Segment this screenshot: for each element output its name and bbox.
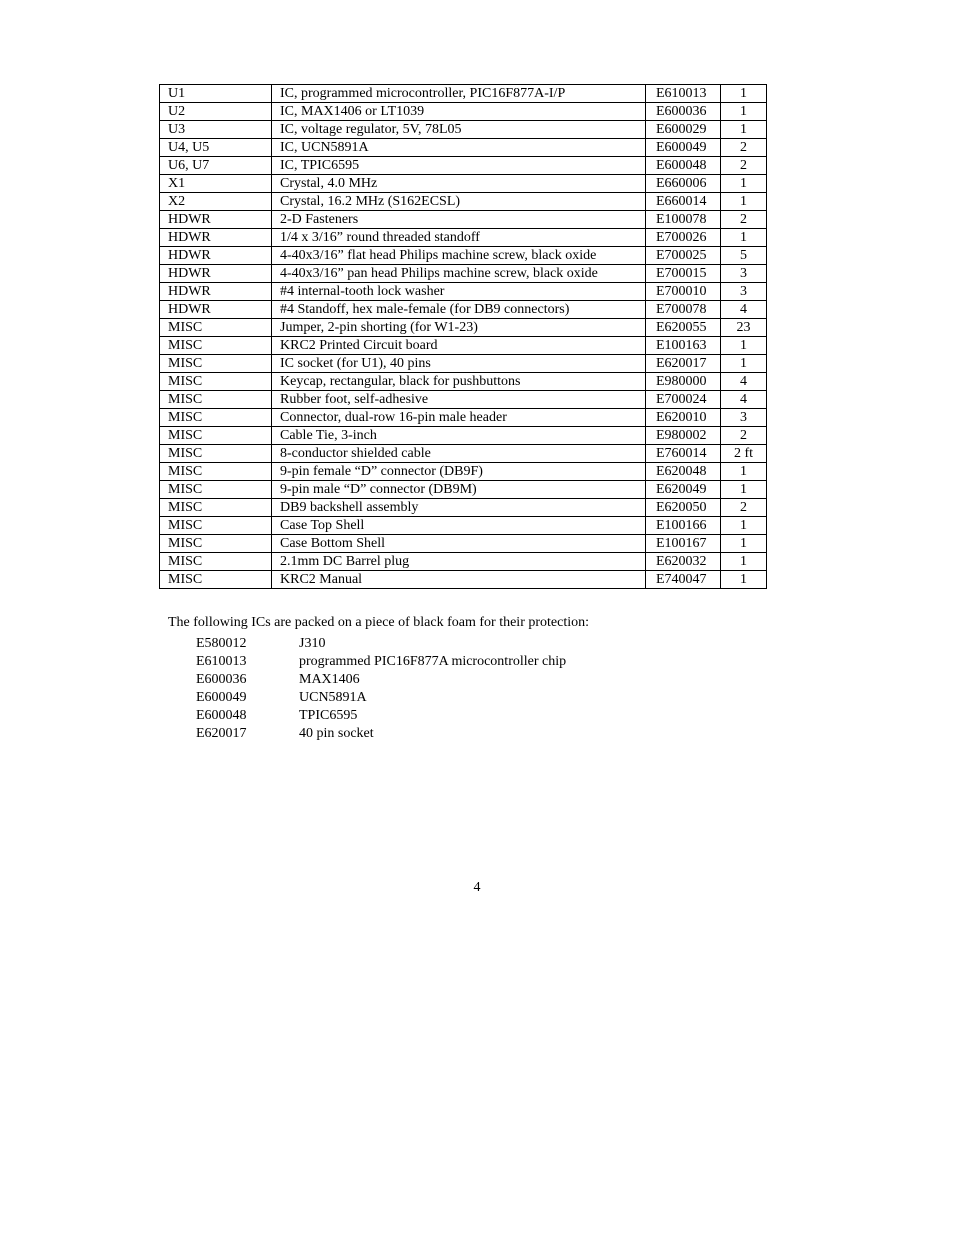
description-cell: IC, TPIC6595 [272,157,646,175]
quantity-cell: 5 [721,247,767,265]
part-number-cell: E660014 [646,193,721,211]
description-cell: DB9 backshell assembly [272,499,646,517]
part-number-cell: E620048 [646,463,721,481]
reference-cell: MISC [160,499,272,517]
part-number-cell: E740047 [646,571,721,589]
description-cell: KRC2 Manual [272,571,646,589]
table-row [160,373,767,391]
quantity-cell: 2 [721,157,767,175]
list-item [196,689,566,707]
foam-note: The following ICs are packed on a piece of black foam for their protection: [168,615,590,630]
reference-cell: HDWR [160,247,272,265]
reference-cell: X2 [160,193,272,211]
table-row [160,193,767,211]
quantity-cell: 1 [721,175,767,193]
part-number-cell: E700015 [646,265,721,283]
part-number-cell: E700026 [646,229,721,247]
table-row [160,445,767,463]
table-row [160,85,767,103]
list-item [196,725,566,743]
description-cell: Cable Tie, 3-inch [272,427,646,445]
list-item [196,635,566,653]
table-row [160,139,767,157]
reference-cell: MISC [160,517,272,535]
ic-part-number: E610013 [196,654,247,669]
part-number-cell: E100166 [646,517,721,535]
ic-name: programmed PIC16F877A microcontroller chip [299,654,567,669]
reference-cell: HDWR [160,229,272,247]
reference-cell: MISC [160,535,272,553]
quantity-cell: 1 [721,337,767,355]
part-number-cell: E100167 [646,535,721,553]
description-cell: 9-pin female “D” connector (DB9F) [272,463,646,481]
table-row [160,409,767,427]
reference-cell: U4, U5 [160,139,272,157]
part-number-cell: E980002 [646,427,721,445]
list-item [196,671,566,689]
quantity-cell: 3 [721,265,767,283]
quantity-cell: 1 [721,463,767,481]
reference-cell: MISC [160,445,272,463]
reference-cell: MISC [160,463,272,481]
table-row [160,175,767,193]
reference-cell: U3 [160,121,272,139]
description-cell: Crystal, 16.2 MHz (S162ECSL) [272,193,646,211]
reference-cell: U1 [160,85,272,103]
part-number-cell: E700024 [646,391,721,409]
description-cell: 9-pin male “D” connector (DB9M) [272,481,646,499]
ic-name: UCN5891A [299,690,367,705]
quantity-cell: 1 [721,481,767,499]
description-cell: 2-D Fasteners [272,211,646,229]
page-number: 4 [473,880,481,895]
part-number-cell: E620017 [646,355,721,373]
quantity-cell: 1 [721,571,767,589]
description-cell: 4-40x3/16” flat head Philips machine screw, black oxide [272,247,646,265]
table-row [160,211,767,229]
ic-part-number: E600036 [196,672,247,687]
ic-part-number: E600048 [196,708,247,723]
parts-list-body [160,85,767,589]
description-cell: IC, MAX1406 or LT1039 [272,103,646,121]
ic-part-number: E600049 [196,690,247,705]
ic-name: TPIC6595 [299,708,358,723]
table-row [160,103,767,121]
reference-cell: HDWR [160,265,272,283]
table-row [160,355,767,373]
foam-ic-list [196,635,566,743]
reference-cell: MISC [160,391,272,409]
table-row [160,319,767,337]
table-row [160,553,767,571]
quantity-cell: 3 [721,283,767,301]
part-number-cell: E700078 [646,301,721,319]
reference-cell: X1 [160,175,272,193]
reference-cell: MISC [160,481,272,499]
quantity-cell: 1 [721,103,767,121]
reference-cell: HDWR [160,301,272,319]
part-number-cell: E660006 [646,175,721,193]
part-number-cell: E620050 [646,499,721,517]
ic-part-number: E620017 [196,726,247,741]
part-number-cell: E980000 [646,373,721,391]
table-row [160,499,767,517]
description-cell: 8-conductor shielded cable [272,445,646,463]
description-cell: KRC2 Printed Circuit board [272,337,646,355]
description-cell: IC socket (for U1), 40 pins [272,355,646,373]
part-number-cell: E600049 [646,139,721,157]
quantity-cell: 1 [721,553,767,571]
description-cell: Keycap, rectangular, black for pushbuttons [272,373,646,391]
quantity-cell: 2 [721,211,767,229]
quantity-cell: 4 [721,301,767,319]
table-row [160,391,767,409]
description-cell: Case Bottom Shell [272,535,646,553]
reference-cell: U2 [160,103,272,121]
description-cell: IC, UCN5891A [272,139,646,157]
reference-cell: MISC [160,373,272,391]
part-number-cell: E100163 [646,337,721,355]
part-number-cell: E610013 [646,85,721,103]
table-row [160,301,767,319]
table-row [160,121,767,139]
quantity-cell: 2 [721,427,767,445]
description-cell: Rubber foot, self-adhesive [272,391,646,409]
quantity-cell: 1 [721,355,767,373]
quantity-cell: 2 [721,139,767,157]
table-row [160,427,767,445]
description-cell: 1/4 x 3/16” round threaded standoff [272,229,646,247]
reference-cell: MISC [160,571,272,589]
part-number-cell: E700025 [646,247,721,265]
part-number-cell: E600036 [646,103,721,121]
reference-cell: MISC [160,319,272,337]
description-cell: 2.1mm DC Barrel plug [272,553,646,571]
ic-name: J310 [299,636,326,651]
part-number-cell: E600029 [646,121,721,139]
part-number-cell: E700010 [646,283,721,301]
table-row [160,229,767,247]
reference-cell: MISC [160,427,272,445]
description-cell: #4 Standoff, hex male-female (for DB9 connectors) [272,301,646,319]
part-number-cell: E620049 [646,481,721,499]
quantity-cell: 1 [721,85,767,103]
table-row [160,157,767,175]
quantity-cell: 1 [721,193,767,211]
description-cell: IC, programmed microcontroller, PIC16F877A-I/P [272,85,646,103]
description-cell: Crystal, 4.0 MHz [272,175,646,193]
quantity-cell: 4 [721,391,767,409]
list-item [196,653,566,671]
table-row [160,247,767,265]
part-number-cell: E100078 [646,211,721,229]
quantity-cell: 23 [721,319,767,337]
table-row [160,337,767,355]
table-row [160,265,767,283]
reference-cell: HDWR [160,211,272,229]
description-cell: IC, voltage regulator, 5V, 78L05 [272,121,646,139]
quantity-cell: 1 [721,121,767,139]
table-row [160,463,767,481]
ic-name: MAX1406 [299,672,360,687]
ic-part-number: E580012 [196,636,247,651]
quantity-cell: 1 [721,229,767,247]
parts-list-table [159,84,767,589]
table-row [160,283,767,301]
part-number-cell: E600048 [646,157,721,175]
quantity-cell: 1 [721,535,767,553]
description-cell: Jumper, 2-pin shorting (for W1-23) [272,319,646,337]
table-row [160,517,767,535]
quantity-cell: 4 [721,373,767,391]
quantity-cell: 2 [721,499,767,517]
reference-cell: MISC [160,337,272,355]
table-row [160,571,767,589]
ic-name: 40 pin socket [299,726,374,741]
reference-cell: MISC [160,553,272,571]
reference-cell: MISC [160,409,272,427]
part-number-cell: E620010 [646,409,721,427]
reference-cell: MISC [160,355,272,373]
quantity-cell: 2 ft [721,445,767,463]
reference-cell: U6, U7 [160,157,272,175]
description-cell: #4 internal-tooth lock washer [272,283,646,301]
part-number-cell: E620032 [646,553,721,571]
description-cell: 4-40x3/16” pan head Philips machine screw, black oxide [272,265,646,283]
quantity-cell: 1 [721,517,767,535]
quantity-cell: 3 [721,409,767,427]
description-cell: Case Top Shell [272,517,646,535]
table-row [160,481,767,499]
description-cell: Connector, dual-row 16-pin male header [272,409,646,427]
part-number-cell: E620055 [646,319,721,337]
reference-cell: HDWR [160,283,272,301]
part-number-cell: E760014 [646,445,721,463]
table-row [160,535,767,553]
list-item [196,707,566,725]
